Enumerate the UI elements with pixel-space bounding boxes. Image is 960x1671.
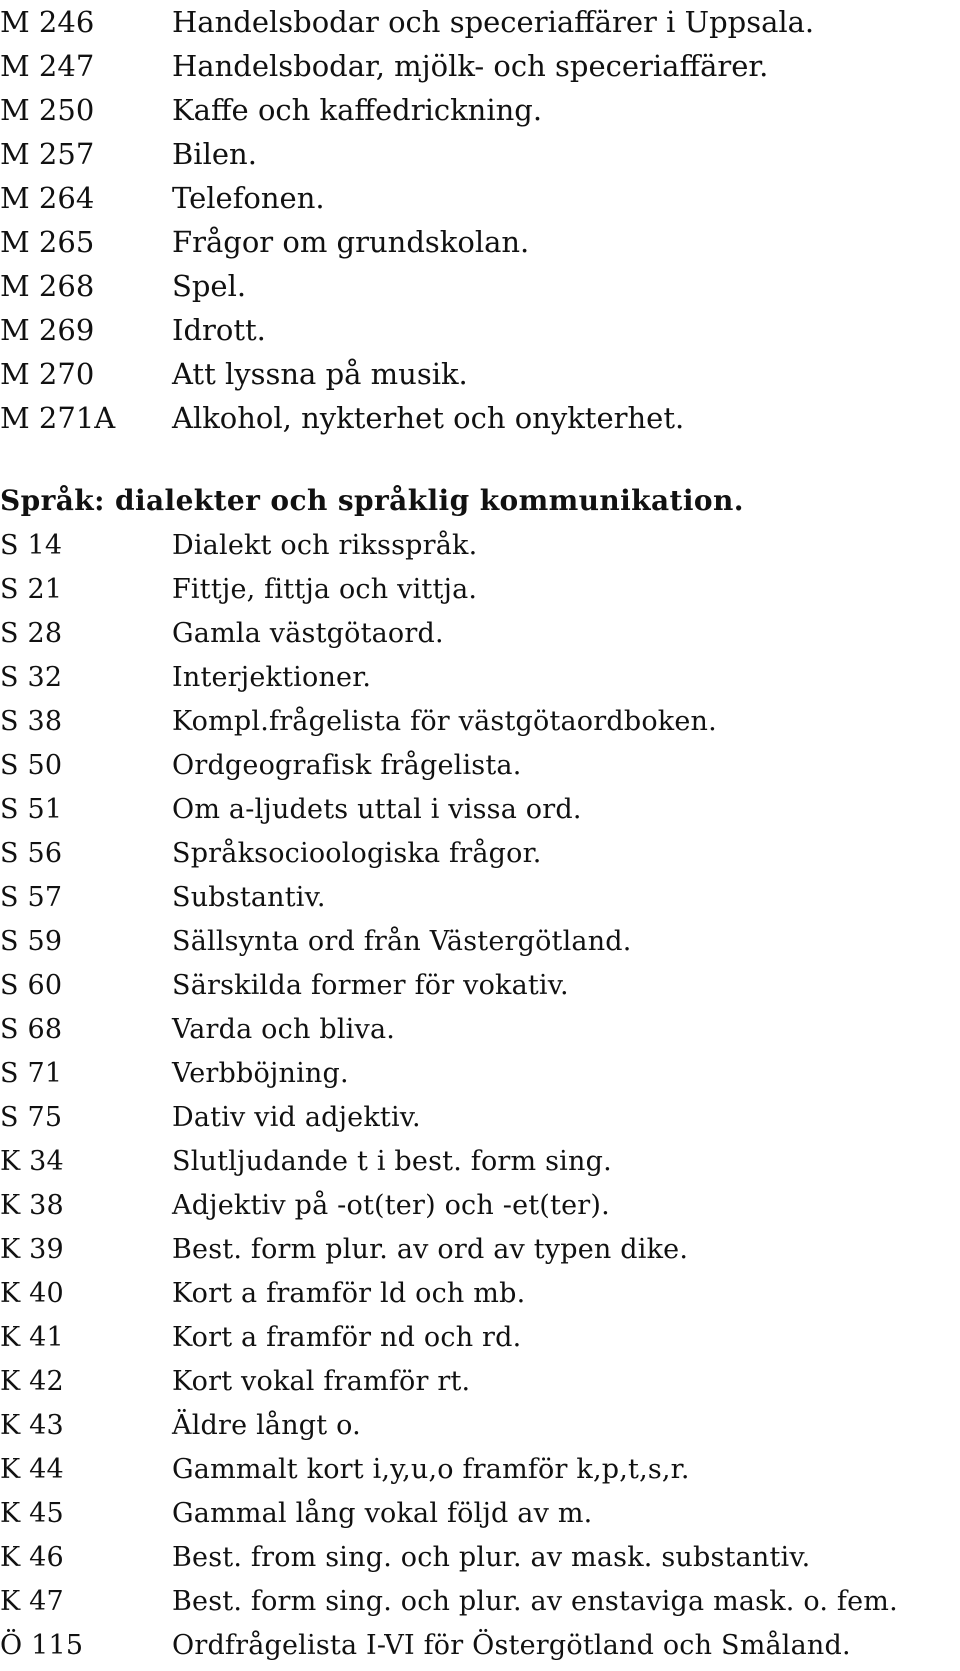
entry-title: Om a-ljudets uttal i vissa ord. bbox=[172, 794, 582, 825]
entry-code: S 14 bbox=[0, 530, 63, 561]
list-item bbox=[0, 788, 960, 832]
entry-code: M 271A bbox=[0, 401, 116, 435]
list-item bbox=[0, 1008, 960, 1052]
entry-code: S 56 bbox=[0, 838, 63, 869]
entry-title: Varda och bliva. bbox=[172, 1014, 396, 1045]
section-gap bbox=[0, 440, 960, 478]
entry-code: S 68 bbox=[0, 1014, 63, 1045]
entry-code: M 269 bbox=[0, 313, 95, 347]
list-item bbox=[0, 1052, 960, 1096]
entry-code: Ö 115 bbox=[0, 1630, 84, 1661]
list-item bbox=[0, 920, 960, 964]
list-item bbox=[0, 176, 960, 220]
entry-title: Särskilda former för vokativ. bbox=[172, 970, 569, 1001]
top-entry-group bbox=[0, 0, 960, 440]
entry-code: K 46 bbox=[0, 1542, 64, 1573]
entry-title: Sällsynta ord från Västergötland. bbox=[172, 926, 632, 957]
entry-code: S 57 bbox=[0, 882, 63, 913]
entry-title: Best. form plur. av ord av typen dike. bbox=[172, 1234, 689, 1265]
entry-code: S 21 bbox=[0, 574, 63, 605]
list-item bbox=[0, 1360, 960, 1404]
entry-title: Idrott. bbox=[172, 313, 266, 347]
entry-title: Telefonen. bbox=[172, 181, 325, 215]
entry-title: Bilen. bbox=[172, 137, 257, 171]
entry-title: Frågor om grundskolan. bbox=[172, 225, 530, 259]
list-item bbox=[0, 44, 960, 88]
entry-title: Ordgeografisk frågelista. bbox=[172, 750, 522, 781]
entry-code: S 71 bbox=[0, 1058, 63, 1089]
entry-title: Att lyssna på musik. bbox=[172, 357, 468, 391]
entry-code: M 257 bbox=[0, 137, 95, 171]
list-item bbox=[0, 832, 960, 876]
entry-title: Kaffe och kaffedrickning. bbox=[172, 93, 543, 127]
entry-code: M 270 bbox=[0, 357, 95, 391]
entry-code: K 34 bbox=[0, 1146, 64, 1177]
entry-title: Gammal lång vokal följd av m. bbox=[172, 1498, 593, 1529]
list-item bbox=[0, 1096, 960, 1140]
entry-title: Substantiv. bbox=[172, 882, 326, 913]
entry-title: Slutljudande t i best. form sing. bbox=[172, 1146, 612, 1177]
entry-title: Best. from sing. och plur. av mask. substantiv. bbox=[172, 1542, 811, 1573]
list-item bbox=[0, 1624, 960, 1668]
entry-title: Språksocioologiska frågor. bbox=[172, 838, 542, 869]
entry-code: M 265 bbox=[0, 225, 95, 259]
entry-code: K 45 bbox=[0, 1498, 64, 1529]
list-item bbox=[0, 568, 960, 612]
entry-code: S 50 bbox=[0, 750, 63, 781]
entry-title: Interjektioner. bbox=[172, 662, 372, 693]
entry-title: Spel. bbox=[172, 269, 247, 303]
list-item bbox=[0, 964, 960, 1008]
list-item bbox=[0, 132, 960, 176]
list-item bbox=[0, 876, 960, 920]
entry-code: K 39 bbox=[0, 1234, 64, 1265]
entry-code: S 32 bbox=[0, 662, 63, 693]
entry-title: Äldre långt o. bbox=[172, 1410, 361, 1441]
entry-title: Ordfrågelista I-VI för Östergötland och Småland. bbox=[172, 1630, 851, 1661]
entry-code: K 47 bbox=[0, 1586, 64, 1617]
section-heading: Språk: dialekter och språklig kommunikation. bbox=[0, 484, 744, 517]
entry-code: S 51 bbox=[0, 794, 63, 825]
entry-code: M 247 bbox=[0, 49, 95, 83]
list-item bbox=[0, 524, 960, 568]
list-item bbox=[0, 1404, 960, 1448]
entry-code: K 40 bbox=[0, 1278, 64, 1309]
list-item bbox=[0, 1492, 960, 1536]
entry-code: K 43 bbox=[0, 1410, 64, 1441]
list-item bbox=[0, 396, 960, 440]
entry-title: Dialekt och riksspråk. bbox=[172, 530, 478, 561]
entry-title: Gamla västgötaord. bbox=[172, 618, 444, 649]
entry-title: Fittje, fittja och vittja. bbox=[172, 574, 478, 605]
entry-title: Kort vokal framför rt. bbox=[172, 1366, 471, 1397]
entry-title: Best. form sing. och plur. av enstaviga mask. o. fem. bbox=[172, 1586, 898, 1617]
entry-code: M 246 bbox=[0, 5, 95, 39]
entry-title: Kompl.frågelista för västgötaordboken. bbox=[172, 706, 717, 737]
list-item bbox=[0, 220, 960, 264]
entry-title: Verbböjning. bbox=[172, 1058, 349, 1089]
entry-title: Kort a framför ld och mb. bbox=[172, 1278, 526, 1309]
list-item bbox=[0, 700, 960, 744]
entry-title: Alkohol, nykterhet och onykterhet. bbox=[172, 401, 685, 435]
list-item bbox=[0, 264, 960, 308]
list-item bbox=[0, 0, 960, 44]
list-item bbox=[0, 656, 960, 700]
entry-code: S 60 bbox=[0, 970, 63, 1001]
list-item bbox=[0, 1184, 960, 1228]
list-item bbox=[0, 1536, 960, 1580]
entry-title: Dativ vid adjektiv. bbox=[172, 1102, 421, 1133]
list-item bbox=[0, 352, 960, 396]
entry-code: S 28 bbox=[0, 618, 63, 649]
entry-code: M 264 bbox=[0, 181, 95, 215]
list-item bbox=[0, 88, 960, 132]
entry-title: Gammalt kort i,y,u,o framför k,p,t,s,r. bbox=[172, 1454, 690, 1485]
list-item bbox=[0, 1272, 960, 1316]
entry-code: S 59 bbox=[0, 926, 63, 957]
entry-code: S 38 bbox=[0, 706, 63, 737]
list-item bbox=[0, 1580, 960, 1624]
list-item bbox=[0, 1228, 960, 1272]
list-item bbox=[0, 612, 960, 656]
list-item bbox=[0, 1448, 960, 1492]
entry-title: Handelsbodar och speceriaffärer i Uppsala. bbox=[172, 5, 815, 39]
list-item bbox=[0, 1316, 960, 1360]
section-entry-group bbox=[0, 524, 960, 1668]
entry-title: Handelsbodar, mjölk- och speceriaffärer. bbox=[172, 49, 769, 83]
entry-code: K 38 bbox=[0, 1190, 64, 1221]
entry-title: Adjektiv på -ot(ter) och -et(ter). bbox=[172, 1190, 610, 1221]
entry-code: S 75 bbox=[0, 1102, 63, 1133]
entry-code: K 42 bbox=[0, 1366, 64, 1397]
list-item bbox=[0, 1140, 960, 1184]
list-item bbox=[0, 308, 960, 352]
entry-code: M 250 bbox=[0, 93, 95, 127]
entry-title: Kort a framför nd och rd. bbox=[172, 1322, 522, 1353]
entry-code: M 268 bbox=[0, 269, 95, 303]
list-item bbox=[0, 744, 960, 788]
entry-code: K 44 bbox=[0, 1454, 64, 1485]
entry-code: K 41 bbox=[0, 1322, 64, 1353]
